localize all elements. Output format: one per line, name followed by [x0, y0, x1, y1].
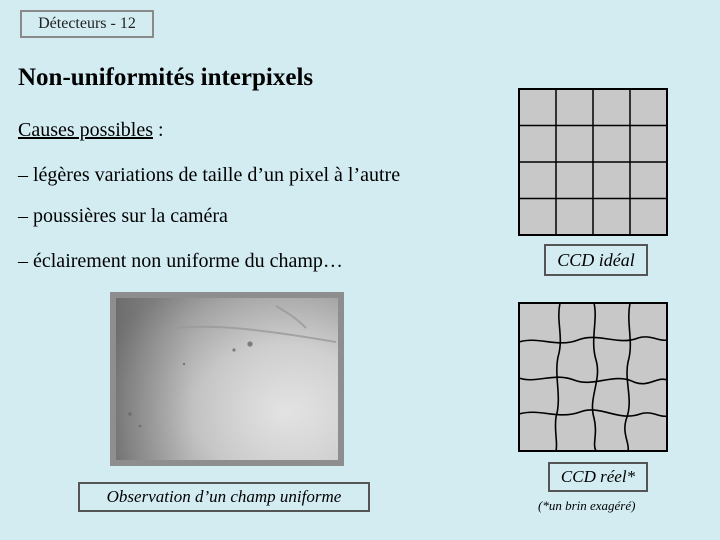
bullet-pixel-size: – légères variations de taille d’un pixel à l’autre — [18, 164, 401, 186]
observation-photo-frame — [110, 292, 344, 466]
observation-label-text: Observation d’un champ uniforme — [106, 487, 342, 506]
ideal-ccd-label-text: CCD idéal — [557, 249, 635, 270]
real-ccd-grid — [518, 302, 668, 452]
observation-label — [78, 482, 370, 512]
causes-heading — [18, 119, 164, 142]
ideal-ccd-label — [544, 244, 648, 276]
real-ccd-label-text: CCD réel* — [560, 467, 636, 486]
bullet-illumination: – éclairement non uniforme du champ… — [18, 250, 343, 272]
real-ccd-footnote: (*un brin exagéré) — [538, 498, 636, 513]
causes-suffix: : — [153, 119, 164, 141]
ideal-ccd-grid — [518, 88, 668, 236]
causes-label: Causes possibles — [18, 119, 153, 141]
slide-title: Non-uniformités interpixels — [18, 64, 314, 91]
bullet-dust: – poussières sur la caméra — [18, 205, 228, 227]
slide-number-tag — [20, 10, 154, 38]
slide-number-text: Détecteurs - 12 — [38, 15, 136, 32]
uniform-field-photo — [116, 298, 338, 460]
real-ccd-label — [548, 462, 648, 492]
